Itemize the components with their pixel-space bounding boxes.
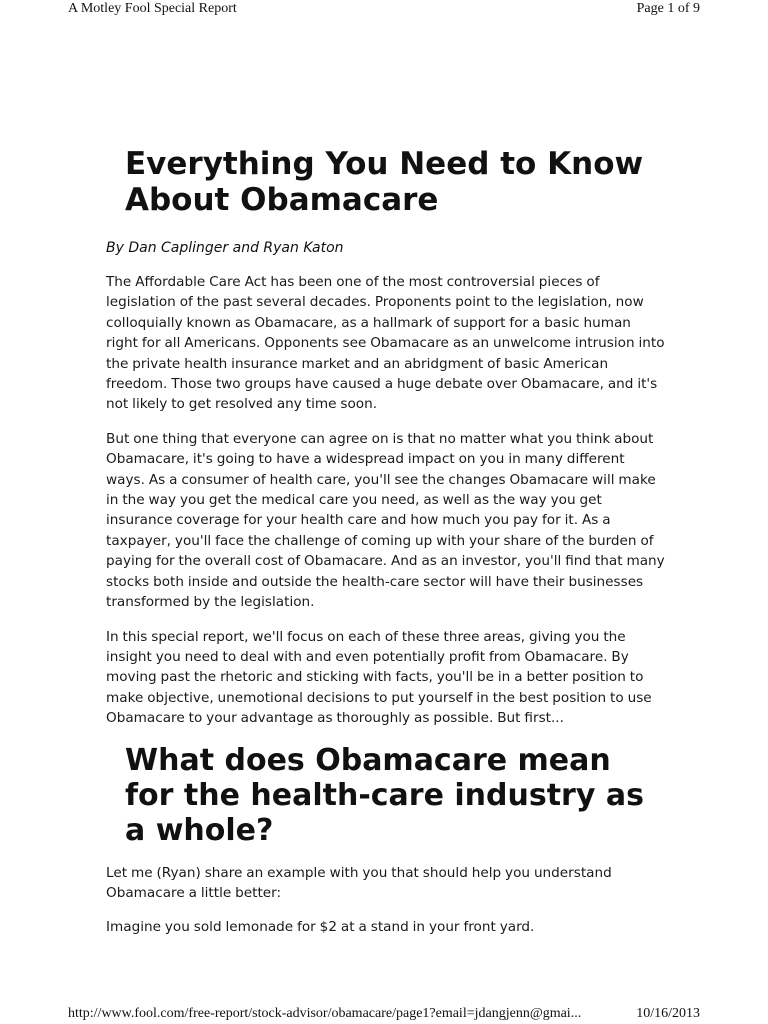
paragraph-impact: But one thing that everyone can agree on is that no matter what you think about Obamacare, it's going to have a widespread impact on you in many different ways. As a consumer of health care, you'll see the changes Obamacare will make in the way you get the medical care you need, as well as the way you get insurance coverage for your health care and how much you pay for it. As a taxpayer, you'll face the challenge of coming up with your share of the burden of paying for the overall cost of Obamacare. And as an investor, you'll find that many stocks both inside and outside the health-care sector will have their businesses transformed by the legislation. (106, 430, 665, 611)
paragraph-example-intro: Let me (Ryan) share an example with you that should help you understand Obamacare a little better: (106, 864, 612, 901)
report-source-label: A Motley Fool Special Report (68, 1, 237, 16)
page-footer (68, 1004, 700, 1024)
page-number: Page 1 of 9 (636, 1, 700, 16)
article-body (106, 146, 666, 938)
article-title: Everything You Need to Know About Obamacare (125, 146, 644, 218)
paragraph-lemonade: Imagine you sold lemonade for $2 at a stand in your front yard. (106, 919, 535, 936)
source-url: http://www.fool.com/free-report/stock-advisor/obamacare/page1?email=jdangjenn@gmai... (68, 1006, 582, 1021)
paragraph-intro: The Affordable Care Act has been one of the most controversial pieces of legislation of the past several decades. Proponents point to the legislation, now colloquially known as Obamacare, as a hallmark of support for a basic human right for all Americans. Opponents see Obamacare as an unwelcome intrusion into the private health insurance market and an abridgment of basic American freedom. Those two groups have caused a huge debate over Obamacare, and it's not likely to get resolved any time soon. (106, 274, 665, 413)
page-header (68, 0, 700, 20)
paragraph-report-focus: In this special report, we'll focus on each of these three areas, giving you the insight you need to deal with and even potentially profit from Obamacare. By moving past the rhetoric and sticking with facts, you'll be in a better position to make objective, unemotional decisions to put yourself in the best position to use Obamacare to your advantage as thoroughly as possible. But first... (106, 628, 652, 727)
section-heading: What does Obamacare mean for the health-care industry as a whole? (125, 742, 644, 848)
print-date: 10/16/2013 (636, 1006, 700, 1021)
byline: By Dan Caplinger and Ryan Katon (106, 240, 344, 256)
